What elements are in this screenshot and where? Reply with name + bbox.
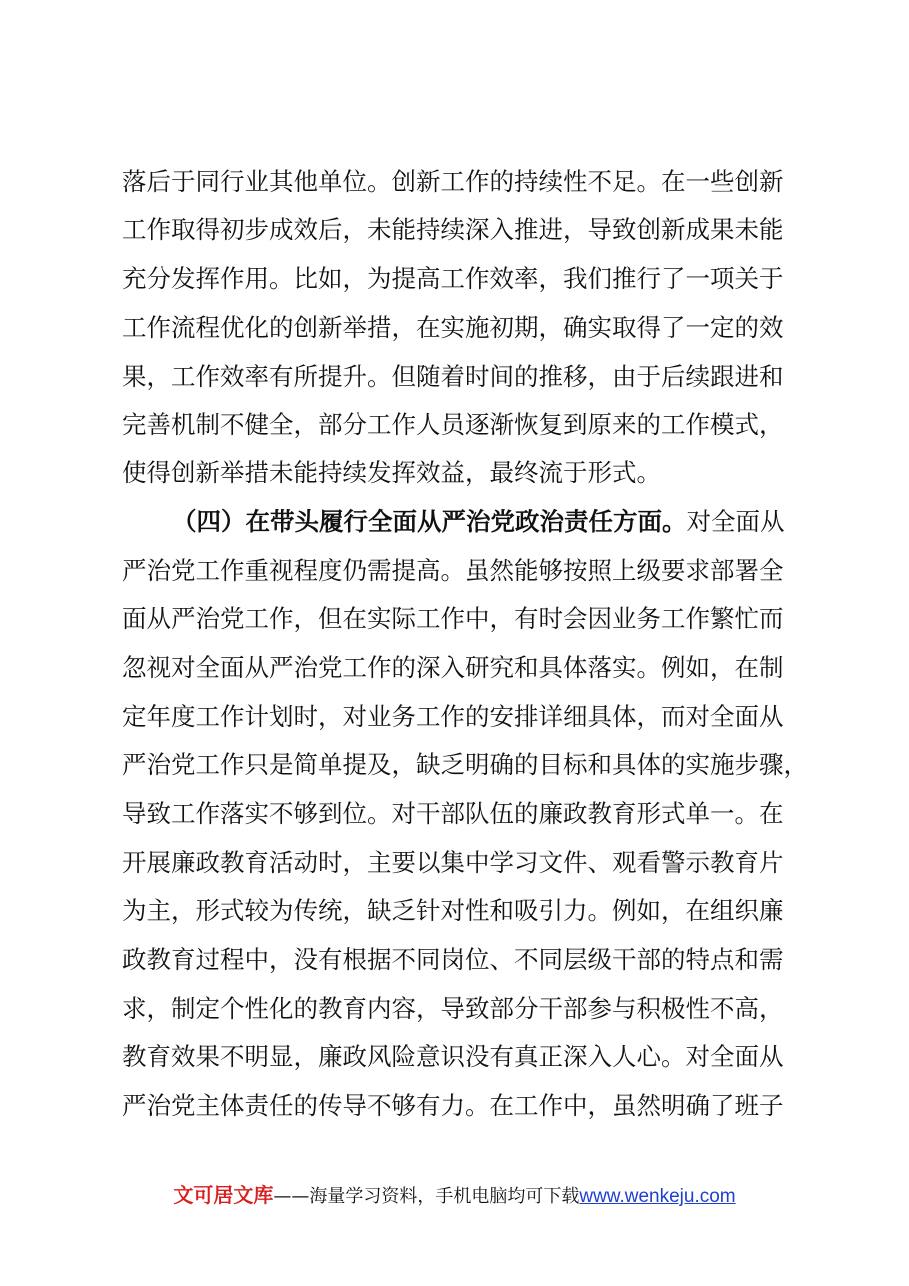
paragraph-line: 使得创新举措未能持续发挥效益，最终流于形式。	[122, 458, 661, 487]
footer-brand: 文可居文库	[173, 1183, 274, 1207]
footer-website-link[interactable]: www.wenkeju.com	[579, 1186, 736, 1207]
footer-banner	[0, 1180, 909, 1212]
paragraph-line: 严治党工作只是简单提及，缺乏明确的目标和具体的实施步骤，	[122, 750, 808, 779]
paragraph-line: 工作取得初步成效后，未能持续深入推进，导致创新成果未能	[122, 215, 784, 244]
section-heading: （四）在带头履行全面从严治党政治责任方面。	[172, 507, 687, 536]
paragraph-line: 政教育过程中，没有根据不同岗位、不同层级干部的特点和需	[122, 945, 784, 974]
paragraph-line: 果，工作效率有所提升。但随着时间的推移，由于后续跟进和	[122, 362, 784, 391]
paragraph-line: 严治党主体责任的传导不够有力。在工作中，虽然明确了班子	[122, 1091, 784, 1120]
section-heading-continuation: 对全面从	[686, 507, 785, 536]
paragraph-line: 工作流程优化的创新举措，在实施初期，确实取得了一定的效	[122, 313, 784, 342]
paragraph-line: 面从严治党工作，但在实际工作中，有时会因业务工作繁忙而	[122, 604, 784, 633]
paragraph-line: 求，制定个性化的教育内容，导致部分干部参与积极性不高，	[122, 994, 784, 1023]
footer-slogan: ——海量学习资料，手机电脑均可下载	[273, 1186, 580, 1207]
paragraph-line: 教育效果不明显，廉政风险意识没有真正深入人心。对全面从	[122, 1042, 784, 1071]
paragraph-line: 为主，形式较为传统，缺乏针对性和吸引力。例如，在组织廉	[122, 896, 784, 925]
paragraph-line: 充分发挥作用。比如，为提高工作效率，我们推行了一项关于	[122, 264, 784, 293]
paragraph-line: 完善机制不健全，部分工作人员逐渐恢复到原来的工作模式，	[122, 410, 784, 439]
paragraph-line: 落后于同行业其他单位。创新工作的持续性不足。在一些创新	[122, 167, 784, 196]
paragraph-line: 导致工作落实不够到位。对干部队伍的廉政教育形式单一。在	[122, 799, 784, 828]
paragraph-line: 开展廉政教育活动时，主要以集中学习文件、观看警示教育片	[122, 848, 784, 877]
section-heading-line	[172, 502, 802, 542]
paragraph-line: 定年度工作计划时，对业务工作的安排详细具体，而对全面从	[122, 702, 784, 731]
paragraph-line: 严治党工作重视程度仍需提高。虽然能够按照上级要求部署全	[122, 556, 784, 585]
paragraph-line: 忽视对全面从严治党工作的深入研究和具体落实。例如，在制	[122, 653, 784, 682]
